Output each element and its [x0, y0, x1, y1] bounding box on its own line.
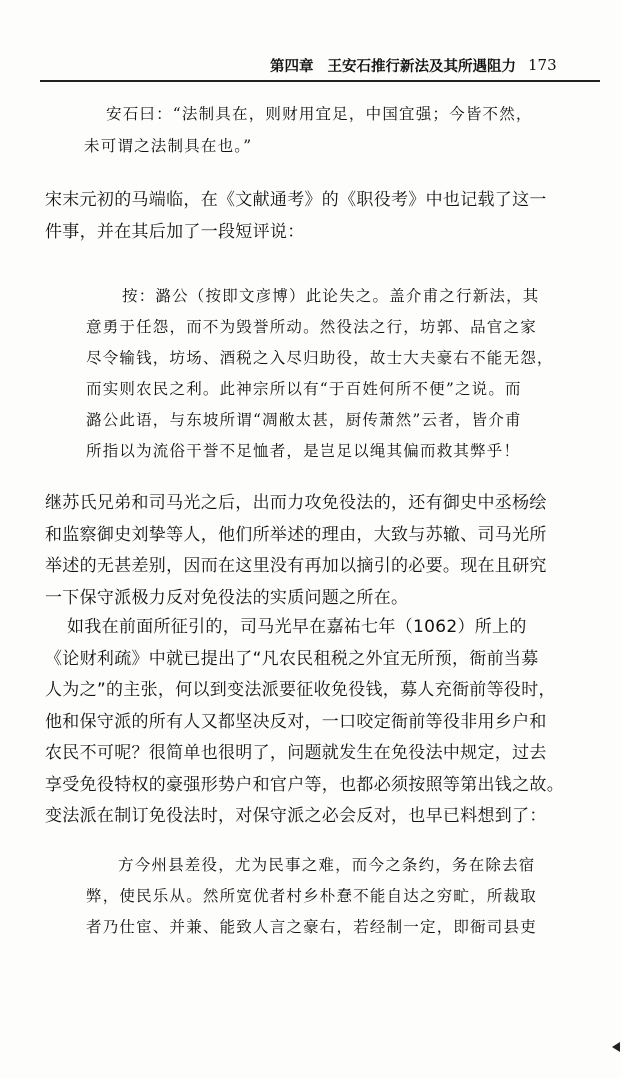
text-line: 潞公此语，与东坡所谓“凋敝太甚，厨传萧然”云者，皆介甫: [86, 411, 522, 429]
text-line: 按：潞公（按即文彦博）此论失之。盖介甫之行新法，其: [122, 287, 540, 305]
paragraph-opponents: [45, 488, 547, 614]
header-rule: [40, 80, 600, 82]
chapter-label: 第四章: [270, 57, 314, 75]
text-line: 他和保守派的所有人又都坚决反对，一口咬定衙前等役非用乡户和: [45, 711, 547, 732]
text-line: 者乃仕宦、并兼、能致人言之豪右，若经制一定，即衙司县吏: [86, 918, 537, 936]
paragraph-ma-duanlin: [45, 184, 547, 248]
text-line: 安石曰：“法制具在，则财用宜足，中国宜强；今皆不然，: [106, 105, 533, 123]
text-line: 宋末元初的马端临，在《文献通考》的《职役考》中也记载了这一: [45, 190, 547, 210]
quote-commentary: [86, 281, 554, 467]
page-edge-mark: [612, 1042, 620, 1052]
text-line: 件事，并在其后加了一段短评说：: [45, 222, 305, 242]
text-line: 变法派在制订免役法时，对保守派之必会反对，也早已料想到了：: [45, 806, 547, 826]
text-line: 弊，使民乐从。然所宽优者村乡朴惷不能自达之穷甿，所裁取: [86, 887, 537, 905]
text-line: 享受免役特权的豪强形势户和官户等，也都必须按照等第出钱之故。: [45, 774, 564, 795]
text-line: 继苏氏兄弟和司马光之后，出而力攻免役法的，还有御史中丞杨绘: [45, 493, 547, 513]
text-line: 人为之”的主张，何以到变法派要征收免役钱，募人充衙前等役时，: [45, 680, 556, 700]
text-line: 意勇于任怨，而不为毁誉所动。然役法之行，坊郭、品官之家: [86, 318, 537, 336]
text-line: 一下保守派极力反对免役法的实质问题之所在。: [45, 587, 409, 608]
text-line: 《论财利疏》中就已提出了“凡农民租税之外宜无所预，衙前当募: [45, 648, 539, 669]
text-line: 尽令输钱，坊场、酒税之入尽归助役，故士大夫豪右不能无怨，: [86, 349, 554, 367]
text-line: 举述的无甚差别，因而在这里没有再加以摘引的必要。现在且研究: [45, 556, 547, 576]
paragraph-sima-guang: [45, 612, 564, 833]
quote-reformers: [86, 850, 537, 943]
chapter-title: 王安石推行新法及其所遇阻力: [327, 57, 516, 75]
text-line: 所指以为流俗干誉不足恤者，是岂足以绳其偏而救其弊乎！: [86, 442, 521, 460]
text-line: 而实则农民之利。此神宗所以有“于百姓何所不便”之说。而: [86, 380, 522, 398]
text-line: 未可谓之法制具在也。”: [84, 137, 253, 155]
text-line: 农民不可呢？很简单也很明了，问题就发生在免役法中规定，过去: [45, 743, 547, 763]
text-line: 如我在前面所征引的，司马光早在嘉祐七年（1062）所上的: [67, 617, 527, 637]
running-header: [270, 52, 590, 78]
quote-wang-anshi: [84, 98, 533, 162]
page-number: 173: [528, 56, 557, 74]
text-line: 方今州县差役，尤为民事之难，而今之条约，务在除去宿: [118, 856, 536, 874]
text-line: 和监察御史刘挚等人，他们所举述的理由，大致与苏辙、司马光所: [45, 524, 547, 545]
